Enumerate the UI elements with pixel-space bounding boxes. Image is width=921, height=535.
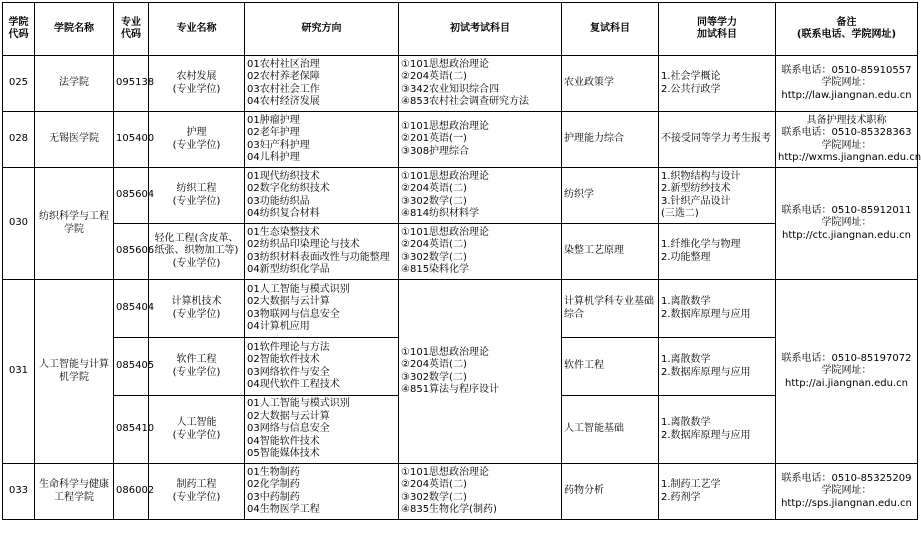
equiv-subjects: 1.纤维化学与物理 2.功能整理 (659, 224, 776, 280)
equiv-subjects: 1.织物结构与设计 2.新型纺纱技术 3.针织产品设计 (三选二) (659, 168, 776, 224)
major-name: 农村发展 (专业学位) (149, 56, 245, 112)
retest-subject: 软件工程 (562, 338, 659, 396)
retest-subject: 纺织学 (562, 168, 659, 224)
college-note: 联系电话：0510-85910557 学院网址： http://law.jiangnan.edu.cn (776, 56, 918, 112)
major-name: 护理 (专业学位) (149, 112, 245, 168)
college-code: 031 (3, 280, 35, 464)
major-name: 纺织工程 (专业学位) (149, 168, 245, 224)
retest-subject: 计算机学科专业基础 综合 (562, 280, 659, 338)
college-name: 生命科学与健康 工程学院 (35, 464, 114, 520)
exam-subjects: ①101思想政治理论 ②204英语(二) ③302数学(二) ④851算法与程序设计 (399, 280, 562, 464)
equiv-subjects: 1.离散数学 2.数据库原理与应用 (659, 280, 776, 338)
header-retest: 复试科目 (562, 3, 659, 56)
college-note: 联系电话：0510-85325209 学院网址： http://sps.jiangnan.edu.cn (776, 464, 918, 520)
major-code: 085405 (114, 338, 149, 396)
table-row (3, 280, 918, 338)
equiv-subjects: 不接受同等学力考生报考 (659, 112, 776, 168)
major-code: 085604 (114, 168, 149, 224)
college-name: 法学院 (35, 56, 114, 112)
college-name: 人工智能与计算 机学院 (35, 280, 114, 464)
research-directions: 01现代纺织技术 02数字化纺织技术 03功能纺织品 04纺织复合材料 (245, 168, 399, 224)
major-name: 计算机技术 (专业学位) (149, 280, 245, 338)
exam-subjects: ①101思想政治理论 ②204英语(二) ③302数学(二) ④835生物化学(制药) (399, 464, 562, 520)
research-directions: 01人工智能与模式识别 02大数据与云计算 03物联网与信息安全 04计算机应用 (245, 280, 399, 338)
research-directions: 01生态染整技术 02纺织品印染理论与技术 03纺织材料表面改性与功能整理 04新型纺织化学品 (245, 224, 399, 280)
major-code: 085404 (114, 280, 149, 338)
college-note: 联系电话：0510-85197072 学院网址： http://ai.jiangnan.edu.cn (776, 280, 918, 464)
major-name: 轻化工程(含皮革、 纸张、织物加工等) (专业学位) (149, 224, 245, 280)
research-directions: 01农村社区治理 02农村养老保障 03农村社会工作 04农村经济发展 (245, 56, 399, 112)
exam-subjects: ①101思想政治理论 ②204英语(二) ③302数学(二) ④814纺织材料学 (399, 168, 562, 224)
retest-subject: 护理能力综合 (562, 112, 659, 168)
header-major-name: 专业名称 (149, 3, 245, 56)
table-row (3, 168, 918, 224)
research-directions: 01肿瘤护理 02老年护理 03妇产科护理 04儿科护理 (245, 112, 399, 168)
major-code: 095138 (114, 56, 149, 112)
research-directions: 01人工智能与模式识别 02大数据与云计算 03网络与信息安全 04智能软件技术 05智能媒体技术 (245, 396, 399, 464)
header-row (3, 3, 918, 56)
header-equiv: 同等学力 加试科目 (659, 3, 776, 56)
retest-subject: 染整工艺原理 (562, 224, 659, 280)
major-code: 086002 (114, 464, 149, 520)
college-note: 具备护理技术职称 联系电话：0510-85328363 学院网址： http://wxms.jiangnan.edu.cn (776, 112, 918, 168)
header-exam: 初试考试科目 (399, 3, 562, 56)
college-note: 联系电话：0510-85912011 学院网址： http://ctc.jiangnan.edu.cn (776, 168, 918, 280)
college-code: 025 (3, 56, 35, 112)
retest-subject: 人工智能基础 (562, 396, 659, 464)
admissions-table (2, 2, 921, 520)
exam-subjects: ①101思想政治理论 ②204英语(二) ③342农业知识综合四 ④853农村社会调查研究方法 (399, 56, 562, 112)
college-code: 030 (3, 168, 35, 280)
major-name: 人工智能 (专业学位) (149, 396, 245, 464)
equiv-subjects: 1.离散数学 2.数据库原理与应用 (659, 396, 776, 464)
table-row (3, 464, 918, 520)
college-code: 028 (3, 112, 35, 168)
retest-subject: 药物分析 (562, 464, 659, 520)
retest-subject: 农业政策学 (562, 56, 659, 112)
table-row (3, 56, 918, 112)
major-name: 制药工程 (专业学位) (149, 464, 245, 520)
equiv-subjects: 1.制药工艺学 2.药剂学 (659, 464, 776, 520)
college-name: 无锡医学院 (35, 112, 114, 168)
header-major-code: 专业 代码 (114, 3, 149, 56)
header-college-code: 学院 代码 (3, 3, 35, 56)
major-name: 软件工程 (专业学位) (149, 338, 245, 396)
major-code: 085606 (114, 224, 149, 280)
equiv-subjects: 1.离散数学 2.数据库原理与应用 (659, 338, 776, 396)
header-college-name: 学院名称 (35, 3, 114, 56)
major-code: 105400 (114, 112, 149, 168)
equiv-subjects: 1.社会学概论 2.公共行政学 (659, 56, 776, 112)
exam-subjects: ①101思想政治理论 ②204英语(二) ③302数学(二) ④815染料化学 (399, 224, 562, 280)
major-code: 085410 (114, 396, 149, 464)
header-note: 备注 (联系电话、学院网址) (776, 3, 918, 56)
exam-subjects: ①101思想政治理论 ②201英语(一) ③308护理综合 (399, 112, 562, 168)
college-name: 纺织科学与工程 学院 (35, 168, 114, 280)
college-code: 033 (3, 464, 35, 520)
research-directions: 01软件理论与方法 02智能软件技术 03网络软件与安全 04现代软件工程技术 (245, 338, 399, 396)
header-research: 研究方向 (245, 3, 399, 56)
research-directions: 01生物制药 02化学制药 03中药制药 04生物医学工程 (245, 464, 399, 520)
table-row (3, 112, 918, 168)
